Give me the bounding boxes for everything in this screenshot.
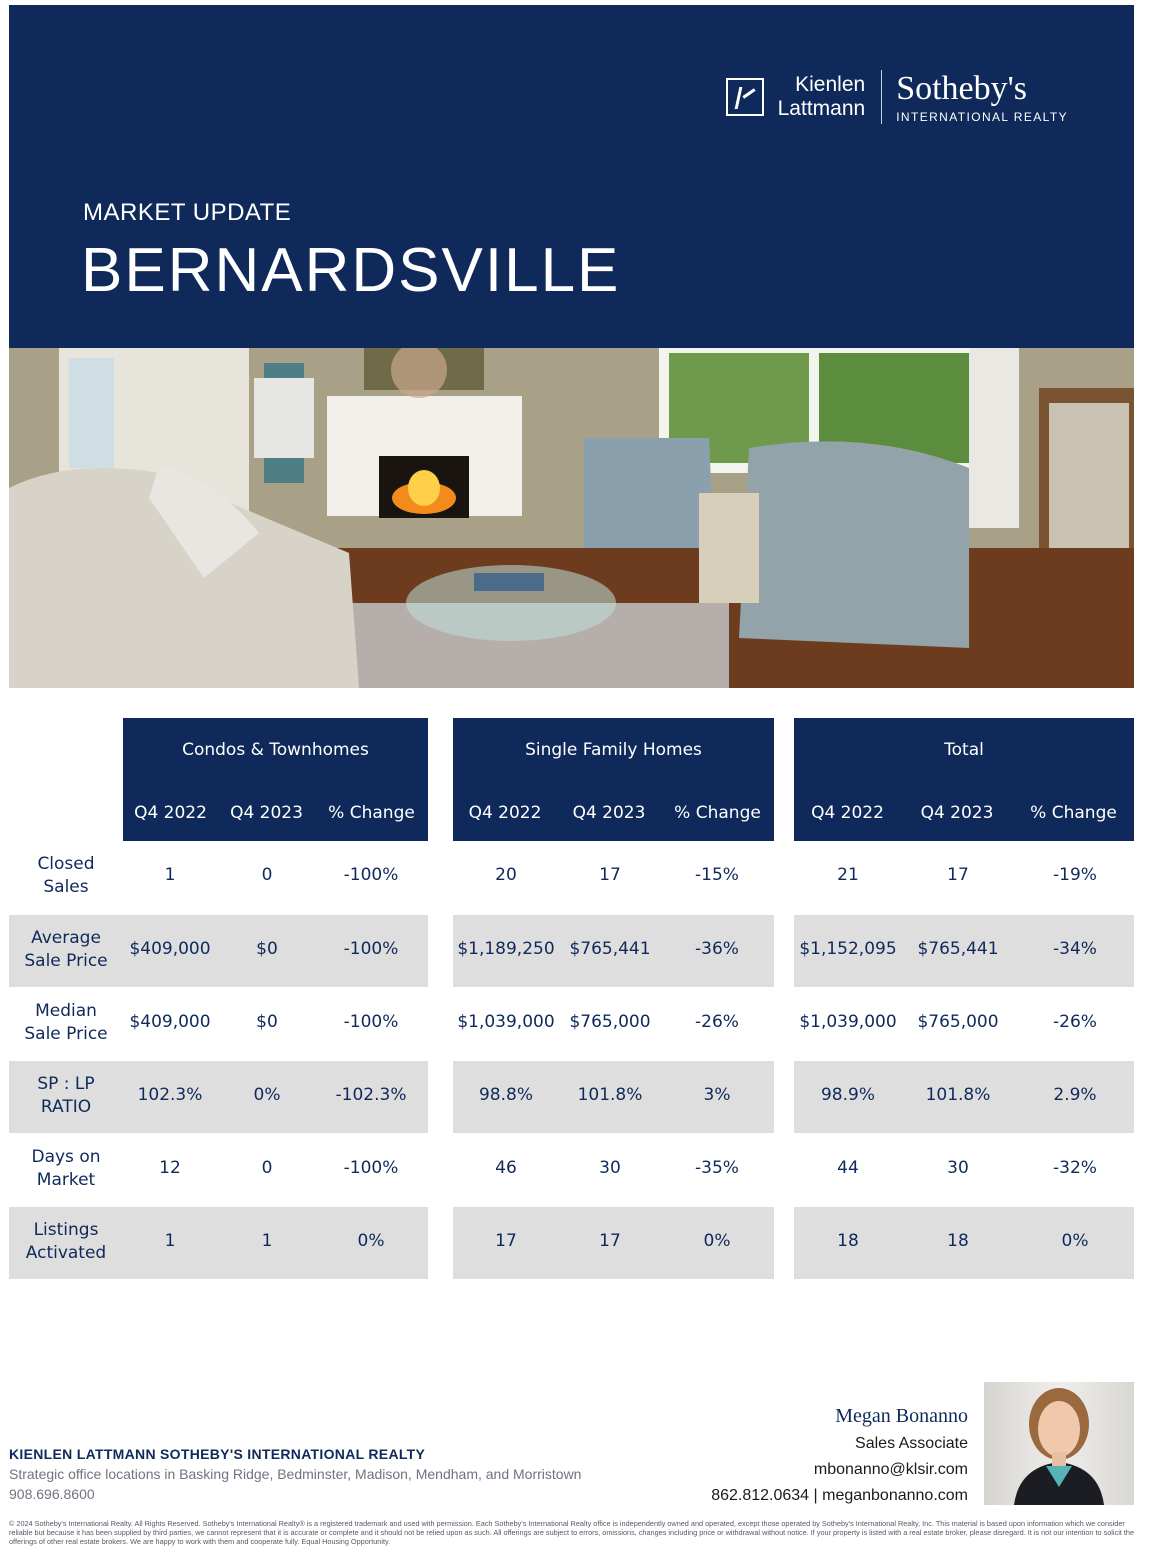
- table-cell: $0: [256, 939, 278, 959]
- row-label: [9, 1000, 123, 1046]
- table-cell: 30: [599, 1158, 621, 1178]
- row-label-line2: Activated: [25, 1243, 107, 1263]
- group-title-condos: Condos & Townhomes: [182, 740, 369, 760]
- row-label-line1: SP : LP: [37, 1074, 95, 1094]
- table-cell: -15%: [695, 865, 739, 885]
- table-cell: 1: [164, 1231, 176, 1251]
- table-cell: 101.8%: [577, 1085, 643, 1105]
- table-cell: $1,039,000: [457, 1012, 555, 1032]
- group-title-single-family: Single Family Homes: [525, 740, 702, 760]
- table-cell: $0: [256, 1012, 278, 1032]
- table-cell: 101.8%: [925, 1085, 991, 1105]
- table-cell: -19%: [1053, 865, 1097, 885]
- table-cell: -100%: [343, 939, 399, 959]
- table-cell: 0: [261, 865, 273, 885]
- table-cell: 102.3%: [137, 1085, 203, 1105]
- table-cell: 1: [261, 1231, 273, 1251]
- table-cell: $409,000: [129, 1012, 211, 1032]
- table-cell: 0%: [1061, 1231, 1089, 1251]
- row-label-line1: Closed: [37, 854, 95, 874]
- column-header: Q4 2023: [920, 803, 994, 823]
- brand-tagline: INTERNATIONAL REALTY: [896, 110, 1068, 124]
- brand-partner-line2: Lattmann: [777, 97, 866, 120]
- office-locations: Strategic office locations in Basking Ridge, Bedminster, Madison, Mendham, and Morristown: [9, 1466, 582, 1482]
- row-label: [9, 1219, 123, 1265]
- table-cell: -100%: [343, 1158, 399, 1178]
- table-cell: 98.9%: [820, 1085, 875, 1105]
- table-cell: -102.3%: [335, 1085, 407, 1105]
- office-phone[interactable]: 908.696.8600: [9, 1486, 95, 1502]
- row-label: [9, 1073, 123, 1119]
- group-header-total: [794, 718, 1134, 841]
- brand-name: Sotheby's: [896, 70, 1027, 107]
- table-cell: 12: [159, 1158, 181, 1178]
- table-cell: 2.9%: [1053, 1085, 1097, 1105]
- row-label-line2: RATIO: [40, 1097, 92, 1117]
- column-header: Q4 2023: [230, 803, 303, 823]
- table-cell: 0%: [357, 1231, 385, 1251]
- legal-disclaimer: © 2024 Sotheby's International Realty. All Rights Reserved. Sotheby's International Realty® is a registered trademark and used with permission. Each Sotheby's International Realty office is independently owned and operated, except those operated by Sotheby's International Realty, Inc. This material is based upon information which we consider reliable but because it has been supplied by third parties, we cannot represent that it is accurate or complete and it should not be relied upon as such. All offerings are subject to errors, omissions, changes including price or withdrawal without notice. If your property is listed with a real estate broker, please disregard. It is not our intention to solicit the offerings of other real estate brokers. We are happy to work with them and cooperate fully. Equal Housing Opportunity.: [9, 1519, 1135, 1546]
- table-cell: -26%: [1053, 1012, 1097, 1032]
- kl-monogram-icon: [726, 78, 764, 116]
- column-header: % Change: [328, 803, 415, 823]
- agent-headshot: [984, 1382, 1134, 1505]
- table-cell: $1,152,095: [799, 939, 897, 959]
- row-label: [9, 1146, 123, 1192]
- table-cell: 3%: [703, 1085, 731, 1105]
- row-label-line1: Days on: [31, 1147, 101, 1167]
- table-cell: 21: [837, 865, 859, 885]
- table-cell: 20: [495, 865, 517, 885]
- agent-title: Sales Associate: [855, 1435, 968, 1452]
- table-cell: -34%: [1053, 939, 1097, 959]
- table-cell: $1,189,250: [457, 939, 555, 959]
- table-cell: $765,441: [569, 939, 651, 959]
- table-cell: 18: [947, 1231, 969, 1251]
- table-cell: 44: [837, 1158, 859, 1178]
- row-label-line1: Median: [35, 1001, 97, 1021]
- group-header-single-family: [453, 718, 774, 841]
- column-header: Q4 2022: [468, 803, 542, 823]
- row-label-line2: Sale Price: [24, 1024, 108, 1044]
- table-cell: -26%: [695, 1012, 739, 1032]
- table-cell: 0%: [253, 1085, 281, 1105]
- agent-name: Megan Bonanno: [835, 1405, 968, 1427]
- brand-partner: [778, 73, 866, 121]
- group-title-total: Total: [944, 740, 984, 760]
- column-header: Q4 2023: [572, 803, 646, 823]
- row-label-line2: Market: [36, 1170, 96, 1190]
- table-cell: -100%: [343, 865, 399, 885]
- row-label: [9, 927, 123, 973]
- brand-logo[interactable]: [726, 67, 1068, 127]
- table-cell: -32%: [1053, 1158, 1097, 1178]
- brand-sothebys: [896, 70, 1068, 124]
- row-label: [9, 853, 123, 899]
- agent-email-link[interactable]: mbonanno@klsir.com: [813, 1461, 968, 1478]
- column-header: Q4 2022: [134, 803, 207, 823]
- hero-banner: [9, 5, 1134, 348]
- table-cell: $765,000: [917, 1012, 999, 1032]
- table-cell: 17: [599, 865, 621, 885]
- column-header: % Change: [674, 803, 761, 823]
- brand-divider: [881, 70, 882, 124]
- table-cell: 98.8%: [478, 1085, 533, 1105]
- hero-kicker: MARKET UPDATE: [83, 199, 292, 226]
- group-header-condos: [123, 718, 428, 841]
- row-label-line1: Average: [31, 928, 101, 948]
- table-cell: -36%: [695, 939, 739, 959]
- row-label-line2: Sale Price: [24, 951, 108, 971]
- table-cell: 1: [164, 865, 176, 885]
- living-room-photo: [9, 348, 1134, 688]
- table-cell: $765,000: [569, 1012, 651, 1032]
- table-cell: 18: [837, 1231, 859, 1251]
- table-cell: 17: [947, 865, 969, 885]
- table-cell: $1,039,000: [799, 1012, 897, 1032]
- table-cell: 46: [495, 1158, 517, 1178]
- office-name: KIENLEN LATTMANN SOTHEBY'S INTERNATIONAL REALTY: [9, 1446, 426, 1462]
- table-cell: $409,000: [129, 939, 211, 959]
- table-cell: 0: [261, 1158, 273, 1178]
- table-cell: -100%: [343, 1012, 399, 1032]
- row-label-line2: Sales: [43, 877, 89, 897]
- agent-contact-link[interactable]: 862.812.0634 | meganbonanno.com: [711, 1487, 968, 1504]
- brand-partner-line1: Kienlen: [795, 73, 866, 96]
- page-title: BERNARDSVILLE: [81, 236, 621, 305]
- column-header: % Change: [1030, 803, 1117, 823]
- table-cell: 30: [947, 1158, 969, 1178]
- table-cell: 17: [599, 1231, 621, 1251]
- table-cell: 17: [495, 1231, 517, 1251]
- table-cell: 0%: [703, 1231, 731, 1251]
- column-header: Q4 2022: [811, 803, 884, 823]
- row-label-line1: Listings: [33, 1220, 99, 1240]
- table-cell: -35%: [695, 1158, 739, 1178]
- table-cell: $765,441: [917, 939, 999, 959]
